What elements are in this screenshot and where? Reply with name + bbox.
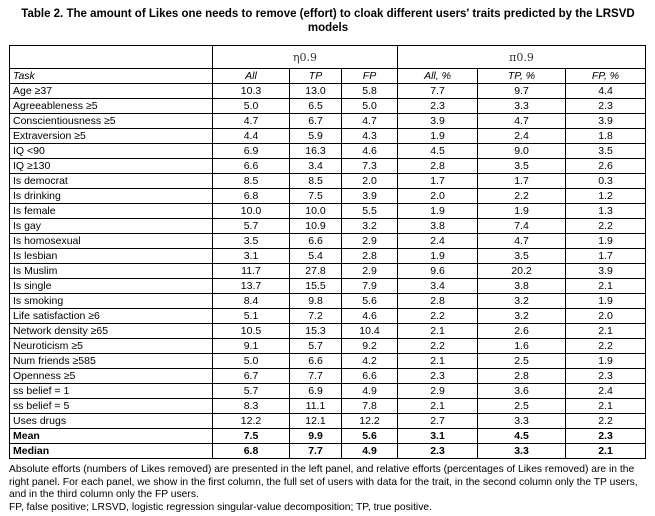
task-cell: IQ ≥130: [10, 159, 213, 174]
value-cell: 3.1: [213, 249, 290, 264]
value-cell: 6.7: [290, 114, 342, 129]
group-header-empty: [10, 46, 213, 69]
value-cell: 2.2: [398, 339, 478, 354]
value-cell: 2.9: [398, 384, 478, 399]
value-cell: 5.7: [213, 219, 290, 234]
value-cell: 3.2: [478, 309, 566, 324]
task-cell: Neuroticism ≥5: [10, 339, 213, 354]
value-cell: 3.4: [290, 159, 342, 174]
value-cell: 1.7: [398, 174, 478, 189]
table-row: [10, 114, 646, 129]
value-cell: 3.5: [566, 144, 646, 159]
value-cell: 1.9: [566, 234, 646, 249]
value-cell: 2.1: [566, 279, 646, 294]
value-cell: 7.4: [478, 219, 566, 234]
value-cell: 2.8: [398, 159, 478, 174]
value-cell: 2.6: [566, 159, 646, 174]
task-cell: Network density ≥65: [10, 324, 213, 339]
value-cell: 10.3: [213, 84, 290, 99]
value-cell: 2.3: [566, 429, 646, 444]
value-cell: 1.8: [566, 129, 646, 144]
value-cell: 10.9: [290, 219, 342, 234]
summary-row: [10, 429, 646, 444]
value-cell: 9.7: [478, 84, 566, 99]
value-cell: 7.2: [290, 309, 342, 324]
task-cell: Is lesbian: [10, 249, 213, 264]
value-cell: 2.2: [398, 309, 478, 324]
value-cell: 1.6: [478, 339, 566, 354]
table-row: [10, 354, 646, 369]
value-cell: 4.2: [342, 354, 398, 369]
table-row: [10, 414, 646, 429]
value-cell: 2.2: [566, 339, 646, 354]
value-cell: 8.5: [213, 174, 290, 189]
value-cell: 4.9: [342, 444, 398, 459]
value-cell: 5.7: [290, 339, 342, 354]
column-header-row: [10, 69, 646, 84]
value-cell: 4.4: [566, 84, 646, 99]
value-cell: 4.5: [398, 144, 478, 159]
value-cell: 6.6: [290, 354, 342, 369]
value-cell: 5.0: [213, 354, 290, 369]
value-cell: 15.5: [290, 279, 342, 294]
value-cell: 2.1: [566, 324, 646, 339]
group-header-absolute: η0.9: [213, 46, 398, 69]
table-notes: [9, 464, 651, 514]
value-cell: 3.1: [398, 429, 478, 444]
table-row: [10, 129, 646, 144]
value-cell: 5.0: [213, 99, 290, 114]
value-cell: 3.3: [478, 99, 566, 114]
value-cell: 8.5: [290, 174, 342, 189]
value-cell: 6.7: [213, 369, 290, 384]
value-cell: 11.7: [213, 264, 290, 279]
column-header: TP: [290, 69, 342, 84]
value-cell: 9.6: [398, 264, 478, 279]
value-cell: 6.8: [213, 189, 290, 204]
value-cell: 3.3: [478, 414, 566, 429]
results-table: [9, 45, 646, 459]
value-cell: 5.9: [290, 129, 342, 144]
table-row: [10, 219, 646, 234]
value-cell: 2.8: [398, 294, 478, 309]
value-cell: 4.7: [342, 114, 398, 129]
value-cell: 8.4: [213, 294, 290, 309]
table-row: [10, 339, 646, 354]
value-cell: 5.0: [342, 99, 398, 114]
value-cell: 4.7: [478, 114, 566, 129]
value-cell: 2.3: [566, 369, 646, 384]
value-cell: 2.9: [342, 234, 398, 249]
value-cell: 2.9: [342, 264, 398, 279]
value-cell: 7.5: [290, 189, 342, 204]
task-cell: Uses drugs: [10, 414, 213, 429]
value-cell: 3.9: [566, 264, 646, 279]
value-cell: 6.6: [213, 159, 290, 174]
value-cell: 2.2: [566, 414, 646, 429]
task-cell: IQ <90: [10, 144, 213, 159]
task-cell: Mean: [10, 429, 213, 444]
task-cell: Is homosexual: [10, 234, 213, 249]
task-cell: Is smoking: [10, 294, 213, 309]
value-cell: 4.6: [342, 309, 398, 324]
column-header: FP: [342, 69, 398, 84]
value-cell: 3.9: [342, 189, 398, 204]
task-cell: Is single: [10, 279, 213, 294]
value-cell: 3.3: [478, 444, 566, 459]
value-cell: 3.2: [342, 219, 398, 234]
column-header: FP, %: [566, 69, 646, 84]
value-cell: 7.3: [342, 159, 398, 174]
table-row: [10, 84, 646, 99]
value-cell: 3.5: [478, 159, 566, 174]
abbreviations-paragraph: FP, false positive; LRSVD, logistic regression singular-value decomposition; TP, true positive.: [9, 501, 432, 513]
task-cell: Is Muslim: [10, 264, 213, 279]
table-row: [10, 294, 646, 309]
value-cell: 2.3: [398, 99, 478, 114]
value-cell: 2.2: [566, 219, 646, 234]
value-cell: 27.8: [290, 264, 342, 279]
task-cell: Life satisfaction ≥6: [10, 309, 213, 324]
table-row: [10, 174, 646, 189]
value-cell: 2.4: [398, 234, 478, 249]
value-cell: 2.0: [398, 189, 478, 204]
value-cell: 6.5: [290, 99, 342, 114]
value-cell: 4.3: [342, 129, 398, 144]
value-cell: 7.9: [342, 279, 398, 294]
value-cell: 2.8: [478, 369, 566, 384]
task-cell: Is democrat: [10, 174, 213, 189]
table-row: [10, 204, 646, 219]
value-cell: 12.2: [342, 414, 398, 429]
value-cell: 3.8: [478, 279, 566, 294]
value-cell: 2.3: [398, 369, 478, 384]
value-cell: 1.9: [398, 204, 478, 219]
value-cell: 0.3: [566, 174, 646, 189]
value-cell: 15.3: [290, 324, 342, 339]
value-cell: 2.1: [398, 399, 478, 414]
table-row: [10, 399, 646, 414]
value-cell: 1.2: [566, 189, 646, 204]
value-cell: 2.1: [398, 354, 478, 369]
table-row: [10, 159, 646, 174]
group-header-row: [10, 46, 646, 69]
value-cell: 1.7: [478, 174, 566, 189]
task-cell: Is gay: [10, 219, 213, 234]
value-cell: 10.4: [342, 324, 398, 339]
value-cell: 7.5: [213, 429, 290, 444]
value-cell: 9.9: [290, 429, 342, 444]
value-cell: 16.3: [290, 144, 342, 159]
task-cell: Conscientiousness ≥5: [10, 114, 213, 129]
task-cell: Is drinking: [10, 189, 213, 204]
value-cell: 4.7: [213, 114, 290, 129]
table-row: [10, 264, 646, 279]
value-cell: 3.5: [213, 234, 290, 249]
value-cell: 1.9: [566, 354, 646, 369]
table-row: [10, 189, 646, 204]
value-cell: 5.5: [342, 204, 398, 219]
value-cell: 20.2: [478, 264, 566, 279]
value-cell: 2.1: [566, 399, 646, 414]
value-cell: 2.0: [342, 174, 398, 189]
task-cell: ss belief = 5: [10, 399, 213, 414]
value-cell: 7.8: [342, 399, 398, 414]
value-cell: 7.7: [290, 444, 342, 459]
value-cell: 3.6: [478, 384, 566, 399]
table-row: [10, 324, 646, 339]
value-cell: 2.0: [566, 309, 646, 324]
value-cell: 4.4: [213, 129, 290, 144]
value-cell: 10.5: [213, 324, 290, 339]
value-cell: 6.8: [213, 444, 290, 459]
task-cell: Age ≥37: [10, 84, 213, 99]
value-cell: 2.1: [398, 324, 478, 339]
value-cell: 5.7: [213, 384, 290, 399]
table-row: [10, 144, 646, 159]
value-cell: 9.8: [290, 294, 342, 309]
value-cell: 7.7: [398, 84, 478, 99]
column-header: All: [213, 69, 290, 84]
value-cell: 1.9: [398, 249, 478, 264]
table-row: [10, 369, 646, 384]
summary-row: [10, 444, 646, 459]
value-cell: 4.9: [342, 384, 398, 399]
value-cell: 2.5: [478, 399, 566, 414]
value-cell: 2.5: [478, 354, 566, 369]
table-row: [10, 384, 646, 399]
value-cell: 11.1: [290, 399, 342, 414]
value-cell: 2.4: [566, 384, 646, 399]
value-cell: 5.1: [213, 309, 290, 324]
task-cell: Openness ≥5: [10, 369, 213, 384]
value-cell: 9.0: [478, 144, 566, 159]
table-body: [10, 84, 646, 459]
value-cell: 4.6: [342, 144, 398, 159]
table-row: [10, 279, 646, 294]
task-cell: Extraversion ≥5: [10, 129, 213, 144]
table-row: [10, 249, 646, 264]
value-cell: 10.0: [290, 204, 342, 219]
value-cell: 4.5: [478, 429, 566, 444]
value-cell: 1.7: [566, 249, 646, 264]
table-row: [10, 99, 646, 114]
value-cell: 1.9: [398, 129, 478, 144]
value-cell: 3.4: [398, 279, 478, 294]
value-cell: 3.2: [478, 294, 566, 309]
value-cell: 5.8: [342, 84, 398, 99]
value-cell: 6.9: [290, 384, 342, 399]
value-cell: 10.0: [213, 204, 290, 219]
value-cell: 3.9: [398, 114, 478, 129]
value-cell: 12.1: [290, 414, 342, 429]
value-cell: 5.6: [342, 429, 398, 444]
column-header: TP, %: [478, 69, 566, 84]
notes-paragraph: Absolute efforts (numbers of Likes removed) are presented in the left panel, and relative efforts (percentages of Likes removed) are in the right panel. For each panel, we show in the first column, the full set of users with data for the trait, in the second column only the TP users, and in the third column only the FP users.: [9, 464, 638, 500]
value-cell: 5.6: [342, 294, 398, 309]
value-cell: 9.1: [213, 339, 290, 354]
value-cell: 1.9: [566, 294, 646, 309]
value-cell: 5.4: [290, 249, 342, 264]
value-cell: 1.9: [478, 204, 566, 219]
value-cell: 7.7: [290, 369, 342, 384]
value-cell: 4.7: [478, 234, 566, 249]
value-cell: 3.8: [398, 219, 478, 234]
table-row: [10, 234, 646, 249]
task-cell: Num friends ≥585: [10, 354, 213, 369]
value-cell: 2.4: [478, 129, 566, 144]
value-cell: 1.3: [566, 204, 646, 219]
value-cell: 12.2: [213, 414, 290, 429]
value-cell: 2.7: [398, 414, 478, 429]
column-header: Task: [10, 69, 213, 84]
value-cell: 2.3: [566, 99, 646, 114]
value-cell: 2.1: [566, 444, 646, 459]
value-cell: 2.8: [342, 249, 398, 264]
task-cell: Median: [10, 444, 213, 459]
task-cell: Agreeableness ≥5: [10, 99, 213, 114]
value-cell: 2.6: [478, 324, 566, 339]
table-caption: Table 2. The amount of Likes one needs to remove (effort) to cloak different users' traits predicted by the LRSVD models: [21, 8, 635, 34]
table-row: [10, 309, 646, 324]
value-cell: 2.2: [478, 189, 566, 204]
value-cell: 6.6: [342, 369, 398, 384]
value-cell: 8.3: [213, 399, 290, 414]
group-header-relative: π0.9: [398, 46, 646, 69]
value-cell: 13.0: [290, 84, 342, 99]
value-cell: 2.3: [398, 444, 478, 459]
value-cell: 6.9: [213, 144, 290, 159]
column-header: All, %: [398, 69, 478, 84]
value-cell: 9.2: [342, 339, 398, 354]
value-cell: 6.6: [290, 234, 342, 249]
value-cell: 3.5: [478, 249, 566, 264]
value-cell: 13.7: [213, 279, 290, 294]
task-cell: Is female: [10, 204, 213, 219]
value-cell: 3.9: [566, 114, 646, 129]
task-cell: ss belief = 1: [10, 384, 213, 399]
